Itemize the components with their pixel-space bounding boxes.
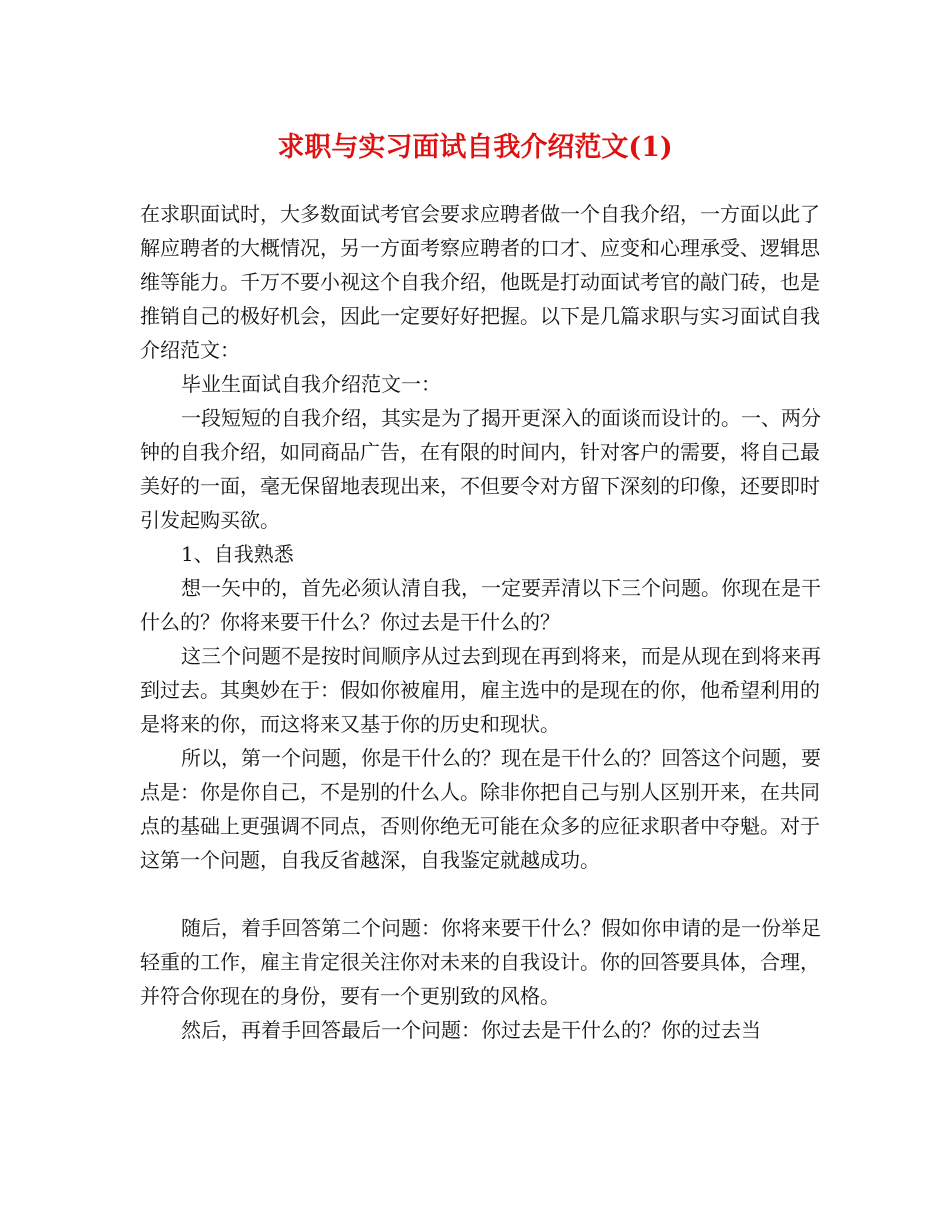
paragraph-last-question: 然后，再着手回答最后一个问题：你过去是干什么的？你的过去当: [181, 1018, 761, 1042]
paragraph-first-question: 所以，第一个问题，你是干什么的？现在是干什么的？回答这个问题，要点是：你是你自己，不是别的什么人。除非你把自己与别人区别开来，在共同点的基础上更强调不同点，否则你绝无可能在众多的应征求职者中夺魁。对于这第一个问题，自我反省越深，自我鉴定就越成功。: [140, 746, 821, 872]
paragraph-sample-heading: 毕业生面试自我介绍范文一：: [181, 372, 441, 396]
paragraph-spacer: [140, 877, 830, 911]
document-title: 求职与实习面试自我介绍范文(1): [277, 132, 673, 163]
document-body: [140, 197, 830, 1047]
paragraph-intro: 在求职面试时，大多数面试考官会要求应聘者做一个自我介绍，一方面以此了解应聘者的大概情况，另一方面考察应聘者的口才、应变和心理承受、逻辑思维等能力。千万不要小视这个自我介绍，他既是打动面试考官的敲门砖，也是推销自己的极好机会，因此一定要好好把握。以下是几篇求职与实习面试自我介绍范文：: [140, 202, 820, 362]
paragraph-section-heading: 1、自我熟悉: [181, 542, 294, 566]
paragraph-self-intro-purpose: 一段短短的自我介绍，其实是为了揭开更深入的面谈而设计的。一、两分钟的自我介绍，如同商品广告，在有限的时间内，针对客户的需要，将自己最美好的一面，毫无保留地表现出来，不但要令对方留下深刻的印像，还要即时引发起购买欲。: [140, 406, 821, 532]
paragraph-three-questions: 想一矢中的，首先必须认清自我，一定要弄清以下三个问题。你现在是干什么的？你将来要干什么？你过去是干什么的？: [140, 576, 821, 634]
paragraph-second-question: 随后，着手回答第二个问题：你将来要干什么？假如你申请的是一份举足轻重的工作，雇主肯定很关注你对未来的自我设计。你的回答要具体，合理，并符合你现在的身份，要有一个更别致的风格。: [140, 916, 821, 1008]
paragraph-question-order: 这三个问题不是按时间顺序从过去到现在再到将来，而是从现在到将来再到过去。其奥妙在于：假如你被雇用，雇主选中的是现在的你，他希望利用的是将来的你，而这将来又基于你的历史和现状。: [140, 644, 821, 736]
